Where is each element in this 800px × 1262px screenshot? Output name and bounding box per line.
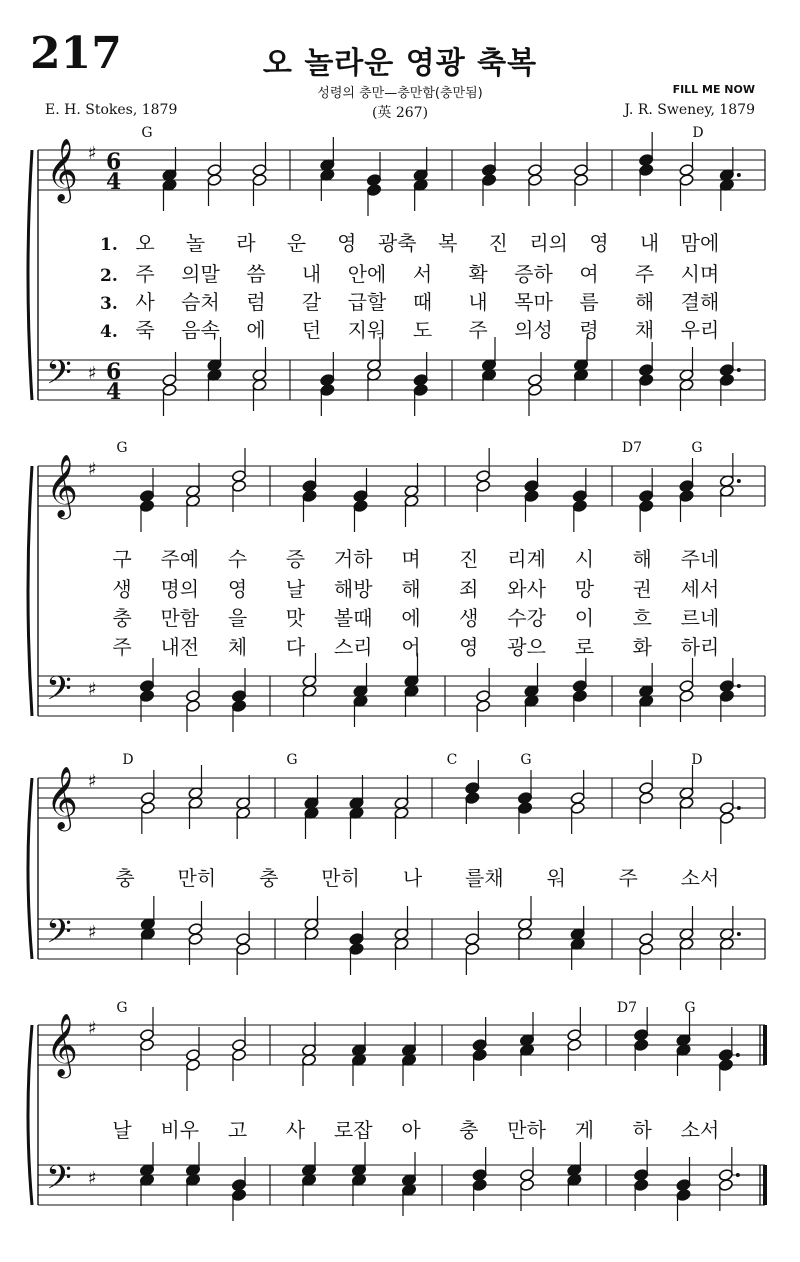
- lyric-syllable: 만히: [321, 866, 360, 890]
- lyric-syllable: 도: [412, 318, 433, 342]
- sharp-key-signature-icon: ♯: [88, 1168, 97, 1189]
- lyric-syllable: 스리: [333, 635, 373, 659]
- notehead: [366, 183, 381, 196]
- chord-symbol: D7: [616, 1000, 638, 1016]
- lyric-syllable: 주예: [160, 547, 200, 571]
- lyric-syllable: 음속: [181, 318, 220, 342]
- lyric-syllable: 구: [112, 547, 132, 571]
- lyric-syllable: 리의: [529, 231, 568, 255]
- lyric-syllable: 증: [285, 547, 306, 571]
- notehead: [476, 699, 491, 712]
- lyric-syllable: 만함: [160, 606, 200, 630]
- notehead: [639, 373, 654, 386]
- sharp-key-signature-icon: ♯: [88, 143, 97, 164]
- system-1: [28, 125, 719, 400]
- sharp-key-signature-icon: ♯: [88, 679, 97, 700]
- notehead: [679, 173, 694, 186]
- lyric-syllable: 여: [579, 262, 599, 286]
- lyric-syllable: 권: [632, 577, 652, 601]
- dot-icon: [736, 1173, 740, 1177]
- chord-symbol: D: [691, 752, 703, 768]
- lyric-syllable: 해: [632, 547, 652, 571]
- dot-icon: [737, 932, 741, 936]
- lyric-syllable: 맘에: [680, 231, 720, 255]
- lyric-syllable: 름: [579, 290, 599, 314]
- lyric-syllable: 영: [337, 231, 357, 255]
- notehead: [231, 479, 246, 492]
- treble-staff: [38, 138, 765, 204]
- notehead: [679, 489, 694, 502]
- notehead: [252, 173, 267, 186]
- dot-icon: [736, 1053, 740, 1057]
- lyric-syllable: 날: [112, 1118, 132, 1142]
- notehead: [139, 1038, 154, 1051]
- bass-notes: [139, 653, 740, 732]
- lyric-syllable: 날: [285, 577, 306, 601]
- notehead: [719, 689, 734, 702]
- lyric-syllable: 와사: [507, 577, 546, 601]
- treble-clef-icon: 𝄞: [46, 454, 78, 517]
- lyric-syllable: 주: [618, 866, 638, 890]
- lyric-syllable: 결해: [680, 290, 720, 314]
- notehead: [236, 942, 251, 955]
- hymn-number: 217: [30, 28, 122, 79]
- bass-clef-icon: 𝄢: [46, 913, 72, 959]
- notehead: [679, 689, 694, 702]
- lyric-syllable: 내: [639, 231, 660, 255]
- treble-notes: [140, 760, 741, 844]
- time-signature-bottom: 4: [106, 379, 122, 405]
- bass-notes: [140, 896, 741, 975]
- lyric-syllable: 오: [135, 231, 155, 255]
- dot-icon: [737, 173, 741, 177]
- dot-icon: [737, 684, 741, 688]
- lyric-syllable: 내전: [160, 635, 200, 659]
- lyric-syllable: 비우: [160, 1118, 200, 1142]
- lyric-syllable: 만하: [507, 1118, 546, 1142]
- sharp-key-signature-icon: ♯: [88, 1018, 97, 1039]
- lyric-syllable: 운: [286, 231, 307, 255]
- notehead: [207, 173, 222, 186]
- chord-symbol: D7: [621, 440, 643, 456]
- lyric-syllable: 해: [634, 290, 655, 314]
- system-2: [28, 440, 719, 716]
- lyric-syllable: 망: [574, 577, 595, 601]
- notehead: [639, 499, 654, 512]
- lyric-syllable: 영: [459, 635, 479, 659]
- lyric-syllable: 나: [402, 866, 423, 890]
- notehead: [320, 383, 335, 396]
- lyric-syllable: 수강: [507, 606, 546, 630]
- lyric-syllable: 을: [227, 606, 248, 630]
- lyric-syllable: 목마: [514, 290, 553, 314]
- bass-clef-icon: 𝄢: [46, 670, 72, 716]
- treble-notes: [139, 1007, 739, 1091]
- lyric-syllable: 거하: [333, 547, 373, 571]
- dot-icon: [737, 806, 741, 810]
- notehead: [527, 383, 542, 396]
- bass-clef-icon: 𝄢: [46, 1159, 72, 1205]
- lyric-syllable: 주: [634, 262, 655, 286]
- lyric-syllable: 라: [236, 231, 256, 255]
- lyric-syllable: 충: [259, 866, 279, 890]
- lyric-syllable: 어: [401, 635, 421, 659]
- treble-clef-icon: 𝄞: [46, 766, 78, 829]
- lyric-syllable: 며: [401, 547, 421, 571]
- notehead: [465, 791, 480, 804]
- lyric-syllable: 내: [301, 262, 322, 286]
- notehead: [524, 489, 539, 502]
- lyric-syllable: 해: [401, 577, 421, 601]
- lyric-syllable: 체: [227, 635, 248, 659]
- lyric-syllable: 럼: [246, 290, 266, 314]
- chord-symbol: G: [684, 1000, 696, 1016]
- lyric-syllable: 령: [579, 318, 599, 342]
- lyric-syllable: 흐: [632, 606, 652, 630]
- lyric-syllable: 사: [135, 290, 155, 314]
- final-bar-line: [763, 1165, 767, 1205]
- time-signature-bottom: 4: [106, 169, 122, 195]
- notehead: [185, 699, 200, 712]
- hymn-title: 오 놀라운 영광 축복: [262, 46, 538, 81]
- lyric-syllable: 를채: [465, 866, 504, 890]
- chord-symbol: D: [692, 125, 704, 141]
- treble-clef-icon: 𝄞: [46, 1013, 78, 1076]
- lyric-syllable: 우리: [680, 318, 720, 342]
- lyric-syllable: 서: [412, 262, 433, 286]
- lyric-syllable: 놀: [185, 231, 206, 255]
- hymn-subtitle: 성령의 충만—충만함(충만됨): [317, 86, 483, 101]
- lyric-syllable: 영: [589, 231, 609, 255]
- lyric-syllable: 안에: [347, 262, 387, 286]
- lyric-syllable: 볼때: [333, 606, 373, 630]
- notehead: [634, 1178, 649, 1191]
- lyric-syllable: 광으: [507, 635, 546, 659]
- lyric-syllable: 리계: [507, 547, 546, 571]
- brace-icon: [28, 466, 32, 716]
- lyric-syllable: 의성: [514, 318, 553, 342]
- lyric-syllable: 채: [634, 318, 655, 342]
- notehead: [231, 1188, 246, 1201]
- lyric-syllable: 로: [574, 635, 595, 659]
- dot-icon: [737, 368, 741, 372]
- notehead: [231, 699, 246, 712]
- notehead: [517, 801, 532, 814]
- dot-icon: [737, 479, 741, 483]
- notehead: [519, 1178, 534, 1191]
- notehead: [639, 791, 654, 804]
- verse-number: 2.: [100, 266, 118, 286]
- notehead: [476, 479, 491, 492]
- notehead: [570, 801, 585, 814]
- verse-number: 4.: [100, 322, 118, 342]
- treble-notes: [162, 132, 741, 216]
- lyric-syllable: 게: [574, 1118, 595, 1142]
- chord-symbol: G: [691, 440, 703, 456]
- chord-symbol: D: [122, 752, 134, 768]
- notehead: [718, 1178, 733, 1191]
- bass-clef-icon: 𝄢: [46, 354, 72, 400]
- chord-symbol: G: [286, 752, 298, 768]
- time-signature-top: 6: [106, 149, 122, 175]
- notehead: [639, 163, 654, 176]
- lyric-syllable: 화: [632, 635, 652, 659]
- lyric-syllable: 세서: [680, 577, 720, 601]
- verse-number: 1.: [100, 235, 118, 255]
- tune-name: FILL ME NOW: [672, 83, 755, 96]
- lyric-syllable: 하: [632, 1118, 652, 1142]
- bass-notes: [162, 337, 741, 416]
- lyric-syllable: 맛: [285, 606, 306, 630]
- lyric-syllable: 때: [412, 290, 433, 314]
- lyric-syllable: 증하: [514, 262, 553, 286]
- lyric-syllable: 워: [546, 866, 566, 890]
- lyric-syllable: 시며: [680, 262, 720, 286]
- final-bar-line: [763, 1025, 767, 1065]
- chord-symbol: G: [141, 125, 153, 141]
- verse-number: 3.: [100, 294, 118, 314]
- lyric-syllable: 사: [285, 1118, 306, 1142]
- notehead: [162, 383, 177, 396]
- lyric-syllable: 진: [459, 547, 479, 571]
- lyric-syllable: 생: [459, 606, 479, 630]
- notehead: [718, 1058, 733, 1071]
- treble-notes: [139, 448, 740, 532]
- lyric-syllable: 에: [401, 606, 421, 630]
- lyric-syllable: 하리: [680, 635, 720, 659]
- lyric-syllable: 던: [301, 318, 322, 342]
- lyric-syllable: 시: [574, 547, 595, 571]
- brace-icon: [28, 1025, 32, 1205]
- lyric-syllable: 지워: [347, 318, 387, 342]
- lyric-syllable: 영: [227, 577, 248, 601]
- bass-notes: [139, 1142, 739, 1221]
- lyric-syllable: 확: [468, 262, 488, 286]
- lyric-syllable: 소서: [680, 866, 720, 890]
- notehead: [676, 1188, 691, 1201]
- lyric-syllable: 충: [115, 866, 135, 890]
- sharp-key-signature-icon: ♯: [88, 922, 97, 943]
- notehead: [572, 689, 587, 702]
- lyric-syllable: 충: [112, 606, 132, 630]
- lyric-syllable: 슴처: [181, 290, 220, 314]
- notehead: [140, 801, 155, 814]
- lyric-syllable: 갈: [301, 290, 322, 314]
- lyric-syllable: 주네: [680, 547, 720, 571]
- lyricist-credit: E. H. Stokes, 1879: [45, 102, 178, 118]
- composer-credit: J. R. Sweney, 1879: [624, 102, 755, 118]
- lyric-syllable: 명의: [160, 577, 200, 601]
- notehead: [188, 932, 203, 945]
- notehead: [567, 1038, 582, 1051]
- lyric-syllable: 르네: [680, 606, 720, 630]
- english-hymnal-reference: (英 267): [371, 105, 429, 121]
- notehead: [481, 173, 496, 186]
- system-4: [28, 1000, 719, 1205]
- lyric-syllable: 죽: [135, 318, 155, 342]
- notehead: [719, 811, 734, 824]
- lyric-syllable: 충: [459, 1118, 479, 1142]
- lyric-syllable: 내: [468, 290, 488, 314]
- chord-symbol: G: [116, 1000, 128, 1016]
- lyric-syllable: 죄: [459, 577, 479, 601]
- brace-icon: [28, 778, 32, 959]
- lyric-syllable: 주: [468, 318, 488, 342]
- sharp-key-signature-icon: ♯: [88, 771, 97, 792]
- lyric-syllable: 급할: [347, 290, 387, 314]
- sharp-key-signature-icon: ♯: [88, 363, 97, 384]
- treble-clef-icon: 𝄞: [46, 138, 78, 201]
- lyric-syllable: 광축: [377, 231, 417, 255]
- lyric-syllable: 고: [227, 1118, 248, 1142]
- chord-symbol: G: [116, 440, 128, 456]
- notehead: [139, 689, 154, 702]
- lyric-syllable: 소서: [680, 1118, 720, 1142]
- lyric-syllable: 로잡: [333, 1118, 373, 1142]
- chord-symbol: G: [520, 752, 532, 768]
- notehead: [231, 1048, 246, 1061]
- lyric-syllable: 해방: [333, 577, 373, 601]
- notehead: [349, 942, 364, 955]
- notehead: [472, 1178, 487, 1191]
- notehead: [572, 499, 587, 512]
- lyric-syllable: 다: [285, 635, 306, 659]
- notehead: [639, 942, 654, 955]
- notehead: [634, 1038, 649, 1051]
- notehead: [302, 489, 317, 502]
- bass-staff: [38, 354, 765, 405]
- notehead: [185, 1058, 200, 1071]
- notehead: [353, 499, 368, 512]
- lyric-syllable: 의말: [181, 262, 220, 286]
- lyric-syllable: 주: [112, 635, 132, 659]
- notehead: [472, 1048, 487, 1061]
- lyric-syllable: 이: [574, 606, 595, 630]
- lyric-syllable: 씀: [246, 262, 266, 286]
- lyric-syllable: 만히: [177, 866, 217, 890]
- notehead: [139, 499, 154, 512]
- notehead: [413, 383, 428, 396]
- lyric-syllable: 주: [135, 262, 155, 286]
- notehead: [573, 173, 588, 186]
- chord-symbol: C: [446, 752, 458, 768]
- time-signature-top: 6: [106, 359, 122, 385]
- lyric-syllable: 진: [488, 231, 508, 255]
- notehead: [465, 942, 480, 955]
- lyric-syllable: 복: [438, 231, 458, 255]
- brace-icon: [28, 150, 32, 400]
- notehead: [719, 373, 734, 386]
- notehead: [527, 173, 542, 186]
- lyric-syllable: 수: [227, 547, 248, 571]
- sharp-key-signature-icon: ♯: [88, 459, 97, 480]
- system-3: [28, 752, 719, 959]
- lyric-syllable: 아: [401, 1118, 421, 1142]
- lyric-syllable: 에: [246, 318, 266, 342]
- lyric-syllable: 생: [112, 577, 132, 601]
